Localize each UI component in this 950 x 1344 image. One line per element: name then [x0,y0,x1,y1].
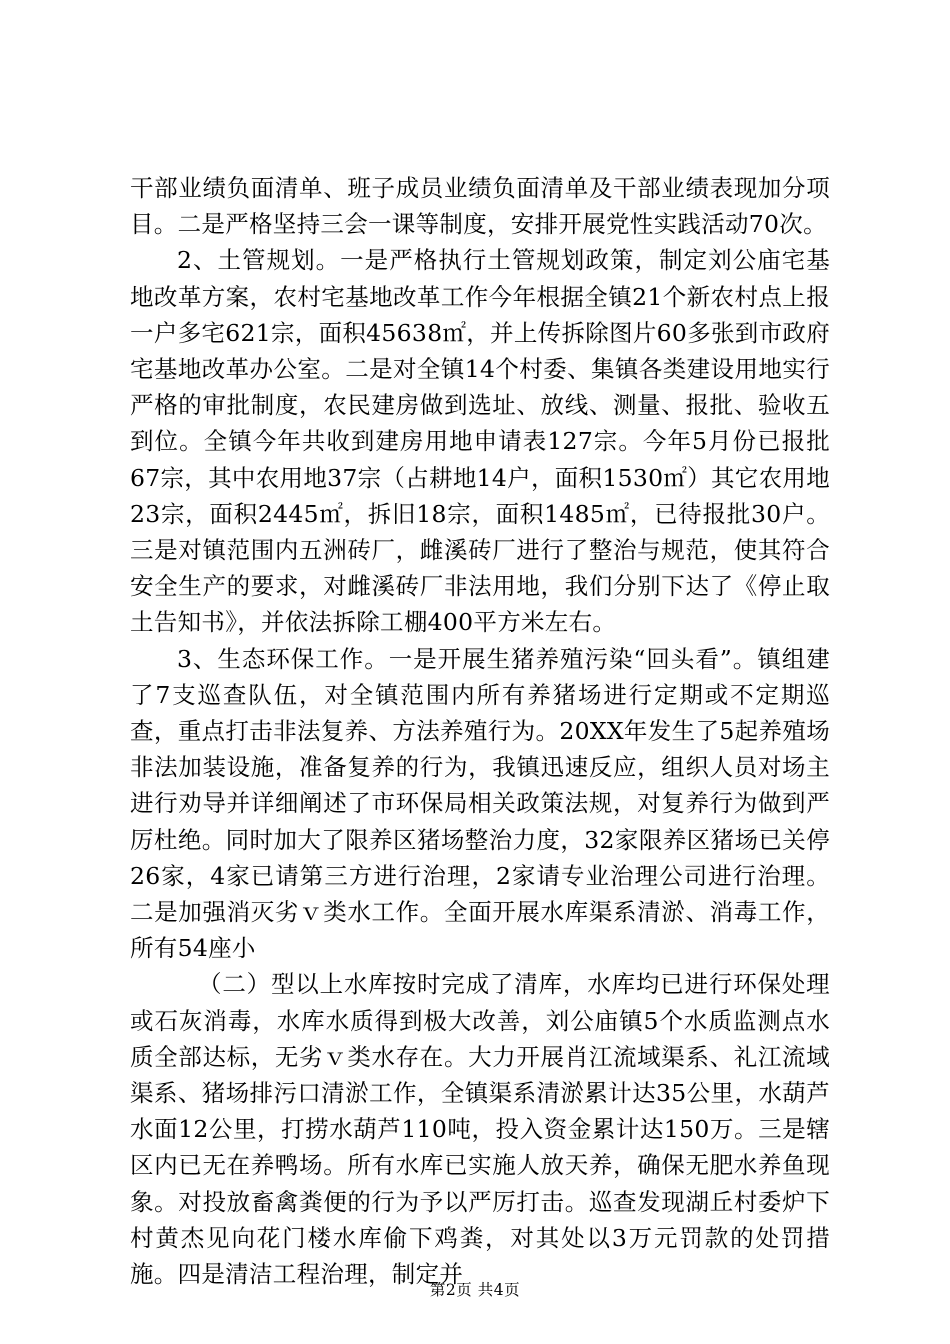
paragraph-reservoir-cleanup: （二）型以上水库按时完成了清库，水库均已进行环保处理或石灰消毒，水库水质得到极大改善，刘公庙镇5个水质监测点水质全部达标，无劣ｖ类水存在。大力开展肖江流域渠系、礼江流域渠系、猪场排污口清淤工作，全镇渠系清淤累计达35公里，水葫芦水面12公里，打捞水葫芦110吨，投入资金累计达150万。三是辖区内已无在养鸭场。所有水库已实施人放天养，确保无肥水养鱼现象。对投放畜禽粪便的行为予以严厉打击。巡查发现湖丘村委炉下村黄杰见向花门楼水库偷下鸡粪，对其处以3万元罚款的处罚措施。四是清洁工程治理，制定并 [130,970,830,1289]
paragraph-cadre-performance: 干部业绩负面清单、班子成员业绩负面清单及干部业绩表现加分项目。二是严格坚持三会一课等制度，安排开展党性实践活动70次。 [130,174,830,239]
page-number-footer: 第2页 共4页 [429,1281,521,1299]
paragraph-land-planning: 2、土管规划。一是严格执行土管规划政策，制定刘公庙宅基地改革方案，农村宅基地改革工作今年根据全镇21个新农村点上报一户多宅621宗，面积45638㎡，并上传拆除图片60多张到市政府宅基地改革办公室。二是对全镇14个村委、集镇各类建设用地实行严格的审批制度，农民建房做到选址、放线、测量、报批、验收五到位。全镇今年共收到建房用地申请表127宗。今年5月份已报批67宗，其中农用地37宗（占耕地14户，面积1530㎡）其它农用地23宗，面积2445㎡，拆旧18宗，面积1485㎡，已待报批30户。三是对镇范围内五洲砖厂，雌溪砖厂进行了整治与规范，使其符合安全生产的要求，对雌溪砖厂非法用地，我们分别下达了《停止取土告知书》，并依法拆除工棚400平方米左右。 [130,246,830,637]
document-body [130,170,830,1292]
paragraph-eco-protection: 3、生态环保工作。一是开展生猪养殖污染“回头看”。镇组建了7支巡查队伍，对全镇范围内所有养猪场进行定期或不定期巡查，重点打击非法复养、方法养殖行为。20XX年发生了5起养殖场非法加装设施，准备复养的行为，我镇迅速反应，组织人员对场主进行劝导并详细阐述了市环保局相关政策法规，对复养行为做到严厉杜绝。同时加大了限养区猪场整治力度，32家限养区猪场已关停26家，4家已请第三方进行治理，2家请专业治理公司进行治理。二是加强消灭劣ｖ类水工作。全面开展水库渠系清淤、消毒工作，所有54座小 [130,644,830,963]
